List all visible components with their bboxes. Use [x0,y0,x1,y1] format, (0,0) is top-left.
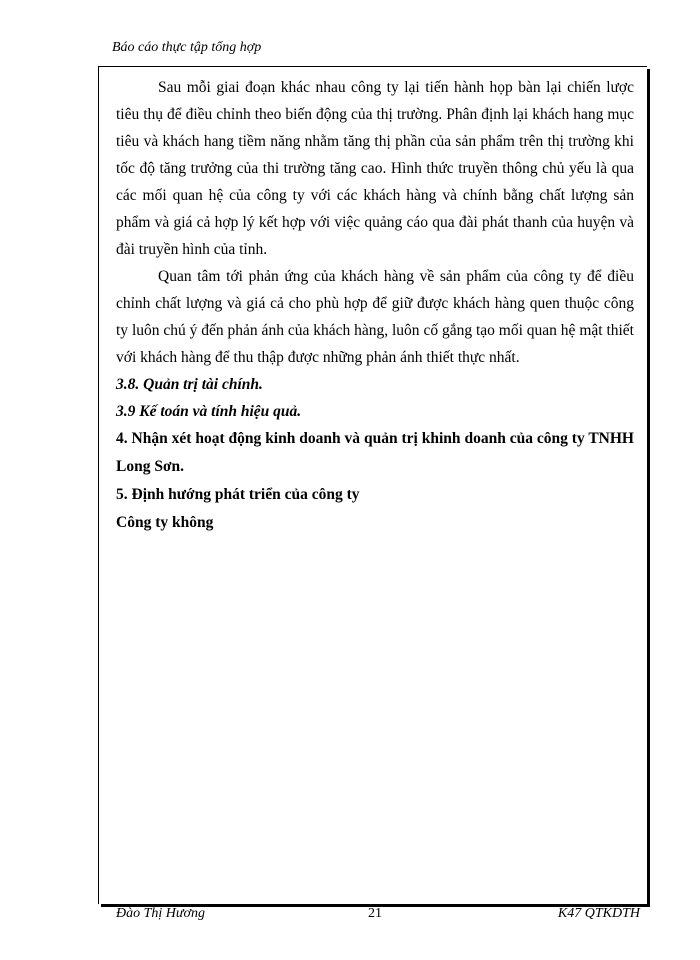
paragraph-2: Quan tâm tới phản ứng của khách hàng về sản phẩm của công ty để điều chỉnh chất lượng và giá cả cho phù hợp để giữ được khách hàng quen thuộc công ty luôn chú ý đến phản ánh của khách hàng, luôn cố gắng tạo mối quan hệ mật thiết với khách hàng để thu thập được những phản ánh thiết thực nhất. [116,268,634,366]
footer-author: Đào Thị Hương [116,906,206,921]
section-heading-4: 4. Nhận xét hoạt động kinh doanh và quản trị khinh doanh của công ty TNHH Long Sơn. [116,430,634,475]
document-body [116,74,634,537]
closing-text: Công ty không [116,514,214,531]
section-heading-3-8: 3.8. Quản trị tài chính. [116,376,263,393]
footer-page-number: 21 [368,906,382,921]
paragraph-1: Sau mỗi giai đoạn khác nhau công ty lại tiến hành họp bàn lại chiến lược tiêu thụ để điều chỉnh theo biến động của thị trường. Phân định lại khách hang mục tiêu và khách hang tiềm năng nhằm tăng thị phần của sản phẩm trên thị trường khi tốc độ tăng trưởng của thi trường tăng cao. Hình thức truyền thông chủ yếu là qua các mối quan hệ của công ty với các khách hàng và chính bằng chất lượng sản phẩm và giá cả hợp lý kết hợp với việc quảng cáo qua đài phát thanh của huyện và đài truyền hình của tỉnh. [116,79,634,258]
section-heading-5: 5. Định hướng phát triển của công ty [116,486,360,503]
section-heading-3-9: 3.9 Kế toán và tính hiệu quả. [116,403,302,420]
footer-class-code: K47 QTKDTH [557,906,640,921]
page-header: Báo cáo thực tập tổng hợp [112,40,262,55]
